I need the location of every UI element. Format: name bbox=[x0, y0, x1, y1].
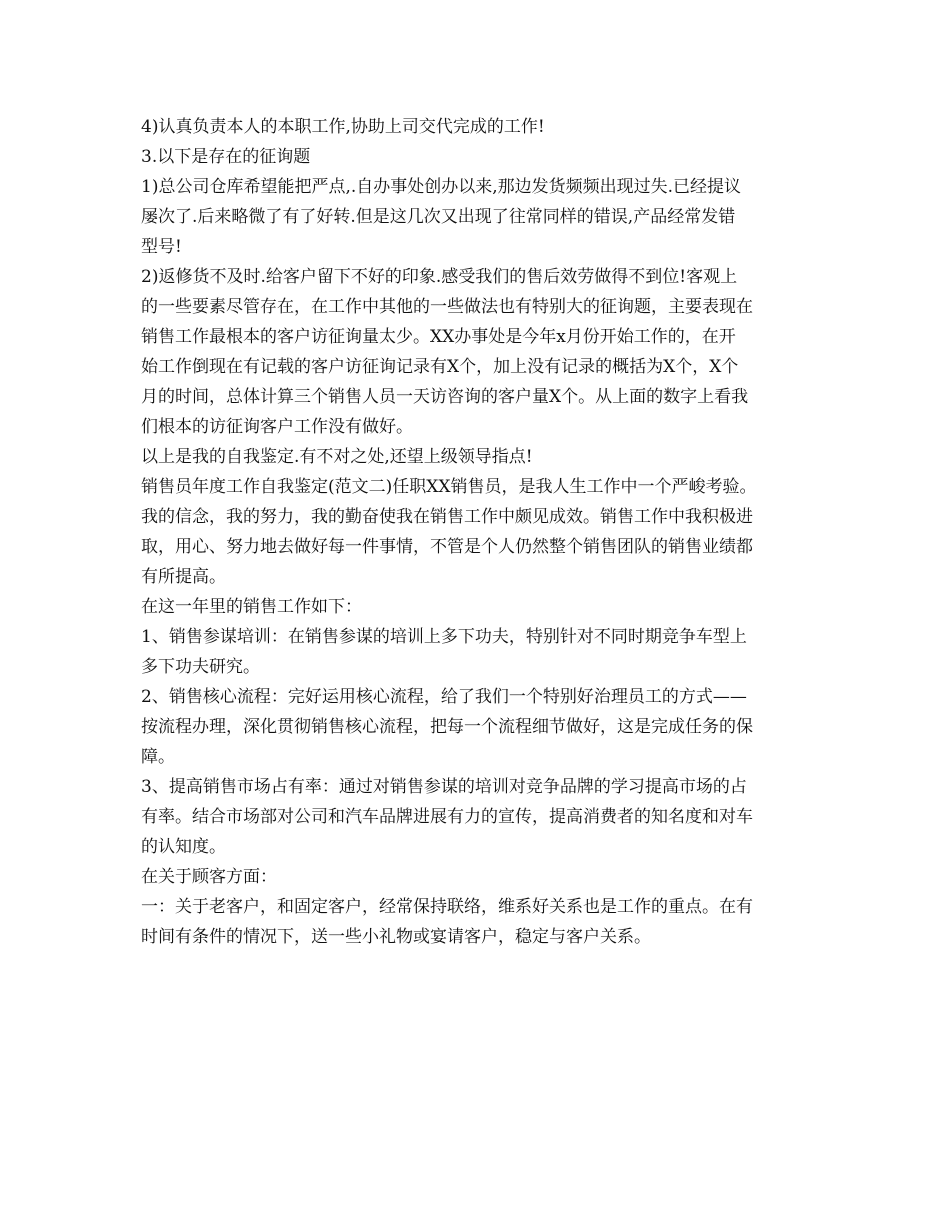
text-line: 4)认真负责本人的本职工作,协助上司交代完成的工作! bbox=[141, 117, 545, 137]
text-line: 多下功夫研究。 bbox=[141, 657, 260, 677]
text-line: 月的时间，总体计算三个销售人员一天访咨询的客户量X个。从上面的数字上看我 bbox=[141, 387, 749, 407]
text-line: 3.以下是存在的征询题 bbox=[141, 147, 311, 167]
text-line: 2、销售核心流程：完好运用核心流程，给了我们一个特别好治理员工的方式—— bbox=[141, 687, 747, 707]
text-line: 有所提高。 bbox=[141, 567, 226, 587]
text-line: 以上是我的自我鉴定.有不对之处,还望上级领导指点! bbox=[141, 447, 533, 467]
text-line: 型号! bbox=[141, 237, 182, 257]
text-line: 们根本的访征询客户工作没有做好。 bbox=[141, 417, 413, 437]
text-line: 的认知度。 bbox=[141, 837, 226, 857]
document-body bbox=[141, 112, 811, 952]
text-line: 1)总公司仓库希望能把严点,.自办事处创办以来,那边发货频频出现过失.已经提议 bbox=[141, 177, 742, 197]
text-line: 的一些要素尽管存在，在工作中其他的一些做法也有特别大的征询题，主要表现在 bbox=[141, 297, 753, 317]
text-line: 销售员年度工作自我鉴定(范文二)任职XX销售员，是我人生工作中一个严峻考验。 bbox=[141, 477, 757, 497]
text-line: 始工作倒现在有记载的客户访征询记录有X个，加上没有记录的概括为X个，X个 bbox=[141, 357, 739, 377]
text-line: 屡次了.后来略微了有了好转.但是这几次又出现了往常同样的错误,产品经常发错 bbox=[141, 207, 736, 227]
text-line: 在这一年里的销售工作如下： bbox=[141, 597, 362, 617]
text-line: 在关于顾客方面： bbox=[141, 867, 277, 887]
text-line: 1、销售参谋培训：在销售参谋的培训上多下功夫，特别针对不同时期竞争车型上 bbox=[141, 627, 747, 647]
text-line: 按流程办理，深化贯彻销售核心流程，把每一个流程细节做好，这是完成任务的保 bbox=[141, 717, 753, 737]
text-line: 有率。结合市场部对公司和汽车品牌进展有力的宣传，提高消费者的知名度和对车 bbox=[141, 807, 753, 827]
text-line: 取，用心、努力地去做好每一件事情，不管是个人仍然整个销售团队的销售业绩都 bbox=[141, 537, 753, 557]
text-line: 3、提高销售市场占有率：通过对销售参谋的培训对竞争品牌的学习提高市场的占 bbox=[141, 777, 747, 797]
text-line: 2)返修货不及时.给客户留下不好的印象.感受我们的售后效劳做得不到位!客观上 bbox=[141, 267, 738, 287]
text-line: 障。 bbox=[141, 747, 175, 767]
text-line: 我的信念，我的努力，我的勤奋使我在销售工作中颇见成效。销售工作中我积极进 bbox=[141, 507, 753, 527]
text-line: 一：关于老客户，和固定客户，经常保持联络，维系好关系也是工作的重点。在有 bbox=[141, 897, 753, 917]
text-line: 销售工作最根本的客户访征询量太少。XX办事处是今年x月份开始工作的，在开 bbox=[141, 327, 736, 347]
text-line: 时间有条件的情况下，送一些小礼物或宴请客户，稳定与客户关系。 bbox=[141, 927, 651, 947]
